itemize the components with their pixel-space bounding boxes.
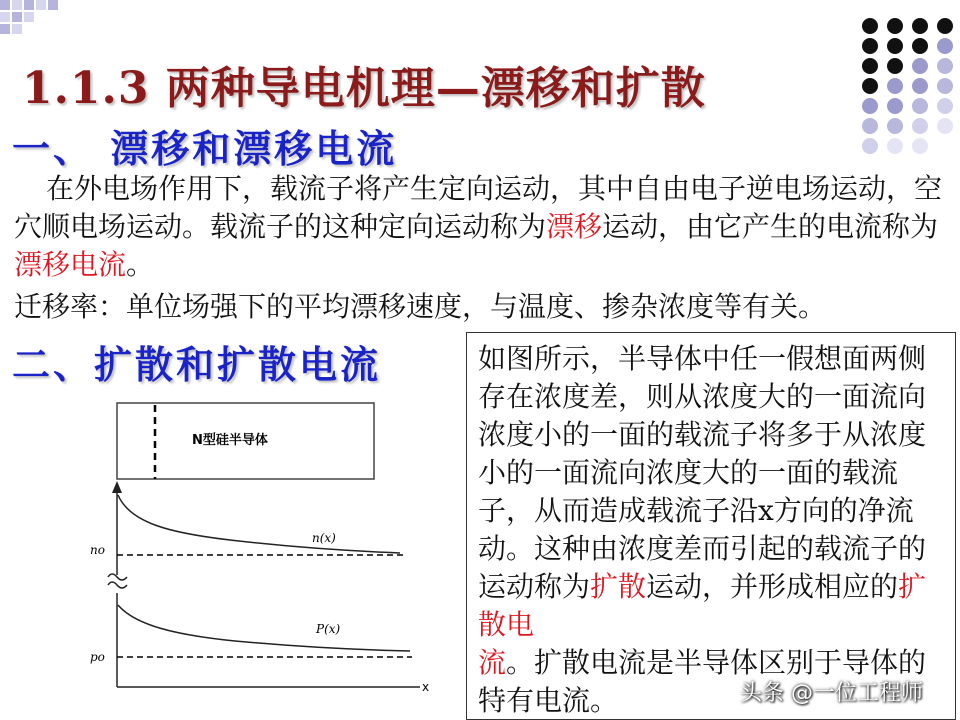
drift-current-term: 漂移电流 [14,248,127,281]
decorative-dot [937,18,953,34]
block-label: N型硅半导体 [192,433,268,448]
decorative-dot [862,38,878,54]
diffusion-text-c: 。扩散电流是半导体区别于导体的特有电流。 [478,646,927,717]
diffusion-text-a: 如图所示，半导体中任一假想面两侧存在浓度差，则从浓度大的一面流向浓度小的一面的载流子将多于从浓度小的一面流向浓度大的一面的载流子，从而造成载流子沿x方向的净流动。这种由浓度差而引起的载流子的运动称为 [478,342,927,603]
drift-text-b: 运动，由它产生的电流称为 [602,210,939,243]
decorative-dot [862,118,878,134]
decorative-dot [937,118,953,134]
drift-text-a: 在外电场作用下，载流子将产生定向运动，其中自由电子逆电场运动，空穴顺电场运动。载流子的这种定向运动称为 [14,172,943,243]
p0-label: po [90,650,105,664]
decorative-dot [887,18,903,34]
drift-term: 漂移 [546,210,603,243]
decorative-dot [862,18,878,34]
decorative-dot [912,58,928,74]
decorative-dot [862,98,878,114]
decorative-dot [937,98,953,114]
p-curve [118,605,410,651]
diffusion-paragraph [478,340,948,720]
decorative-dot [912,78,928,94]
diffusion-figure [0,395,440,720]
decorative-dot [912,138,928,154]
decorative-dot [887,118,903,134]
axis-break-symbol-2 [108,582,127,588]
decorative-dot [862,58,878,74]
y-axis-arrow [112,481,122,493]
decorative-dot [887,98,903,114]
decorative-dot [912,18,928,34]
decorative-dot [937,58,953,74]
diffusion-text-b: 运动，并形成相应的 [646,570,899,603]
n-curve [118,495,400,553]
drift-paragraph [14,170,949,284]
section-heading-diffusion: 二、扩散和扩散电流 [12,342,382,387]
decorative-dot [912,118,928,134]
decorative-dot [887,38,903,54]
decorative-dot [862,78,878,94]
p-curve-label: P(x) [316,622,341,636]
decorative-dot [912,98,928,114]
section-heading-drift: 一、 漂移和漂移电流 [12,126,398,171]
decorative-dot [937,38,953,54]
decorative-squares [0,0,70,40]
decorative-dot [887,138,903,154]
diffusion-current-term-1: 扩散电 [478,570,927,641]
x-axis-label: x [422,680,430,694]
decorative-dot [937,78,953,94]
decorative-dot-grid [856,12,960,160]
decorative-dot [912,38,928,54]
slide-title: 1.1.3 两种导电机理—漂移和扩散 [22,63,706,114]
n-curve-label: n(x) [312,531,336,545]
drift-text-c: 。 [126,248,155,281]
decorative-dot [862,138,878,154]
diffusion-term: 扩散 [590,570,647,603]
n0-label: no [90,543,105,557]
decorative-dot [887,78,903,94]
decorative-dot [887,58,903,74]
diffusion-current-term-2: 流 [478,646,507,679]
watermark: 头条 @一位工程师 [740,681,923,706]
mobility-paragraph: 迁移率：单位场强下的平均漂移速度，与温度、掺杂浓度等有关。 [14,290,827,323]
